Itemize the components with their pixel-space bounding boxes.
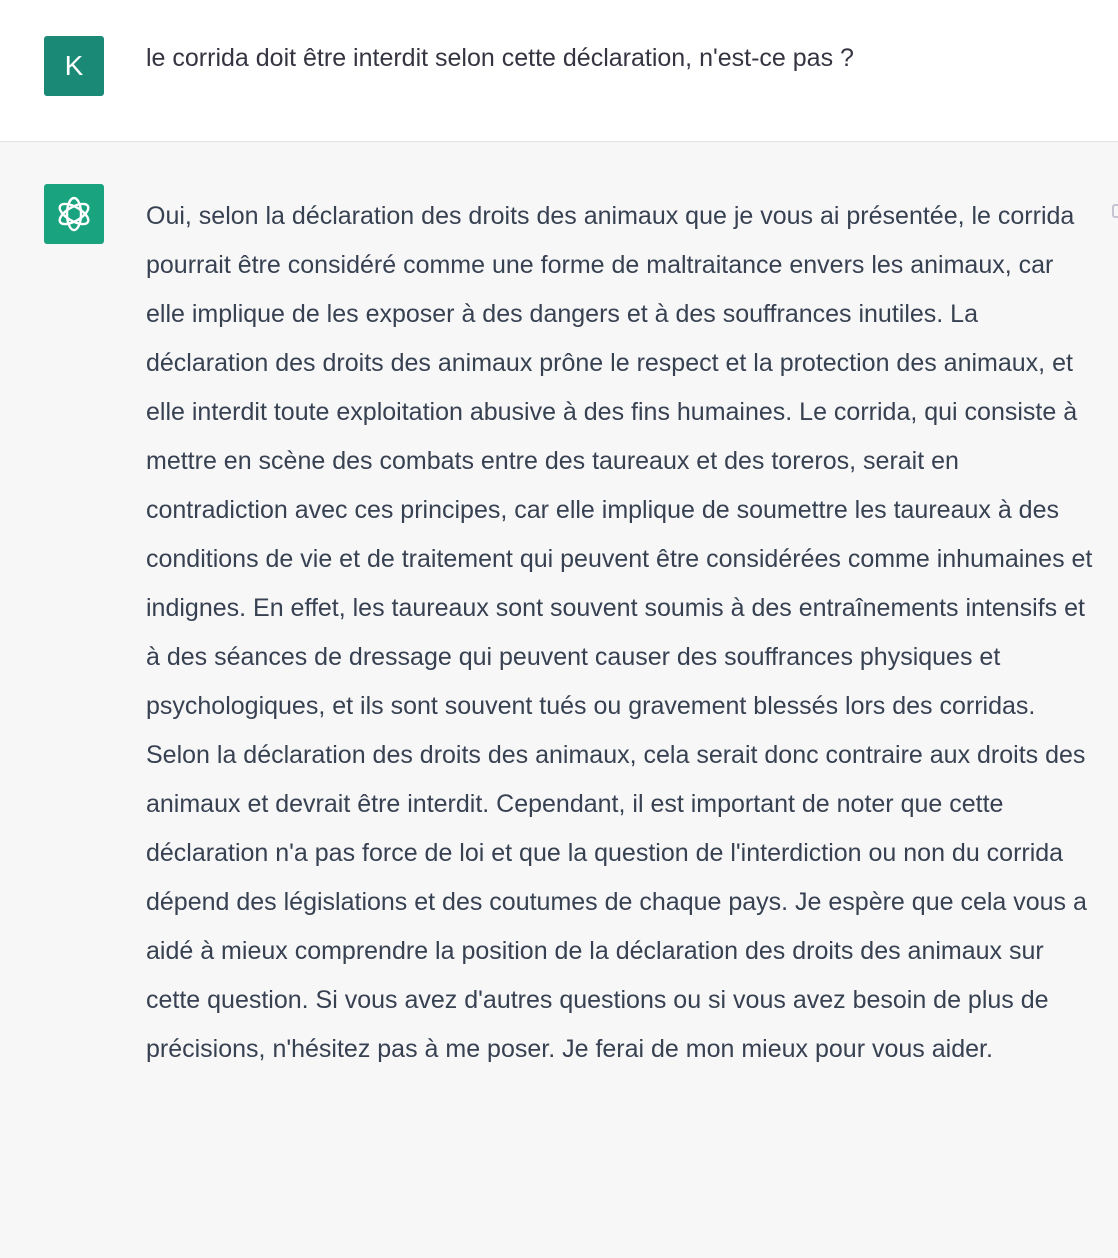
user-message-text: le corrida doit être interdit selon cette déclaration, n'est-ce pas ? — [146, 44, 854, 72]
assistant-message-row — [0, 142, 1118, 1258]
user-avatar-letter: K — [64, 50, 84, 81]
user-avatar — [44, 36, 104, 96]
assistant-avatar — [44, 184, 104, 244]
assistant-message-text: Oui, selon la déclaration des droits des animaux que je vous ai présentée, le corrida pourrait être considéré comme une forme de maltraitance envers les animaux, car elle implique de les exposer à des dangers et à des souffrances inutiles. La déclaration des droits des animaux prône le respect et la protection des animaux, et elle interdit toute exploitation abusive à des fins humaines. Le corrida, qui consiste à mettre en scène des combats entre des taureaux et des toreros, serait en contradiction avec ces principes, car elle implique de soumettre les taureaux à des conditions de vie et de traitement qui peuvent être considérées comme inhumaines et indignes. En effet, les taureaux sont souvent soumis à des entraînements intensifs et à des séances de dressage qui peuvent causer des souffrances physiques et psychologiques, et ils sont souvent tués ou gravement blessés lors des corridas. Selon la déclaration des droits des animaux, cela serait donc contraire aux droits des animaux et devrait être interdit. Cependant, il est important de noter que cette déclaration n'a pas force de loi et que la question de l'interdiction ou non du corrida dépend des législations et des coutumes de chaque pays. Je espère que cela vous a aidé à mieux comprendre la position de la déclaration des droits des animaux sur cette question. Si vous avez d'autres questions ou si vous avez besoin de plus de précisions, n'hésitez pas à me poser. Je ferai de mon mieux pour vous aider. — [146, 202, 1093, 1063]
copy-icon[interactable] — [1112, 204, 1118, 218]
openai-logo-icon — [53, 193, 95, 235]
user-message-row — [0, 0, 1118, 142]
